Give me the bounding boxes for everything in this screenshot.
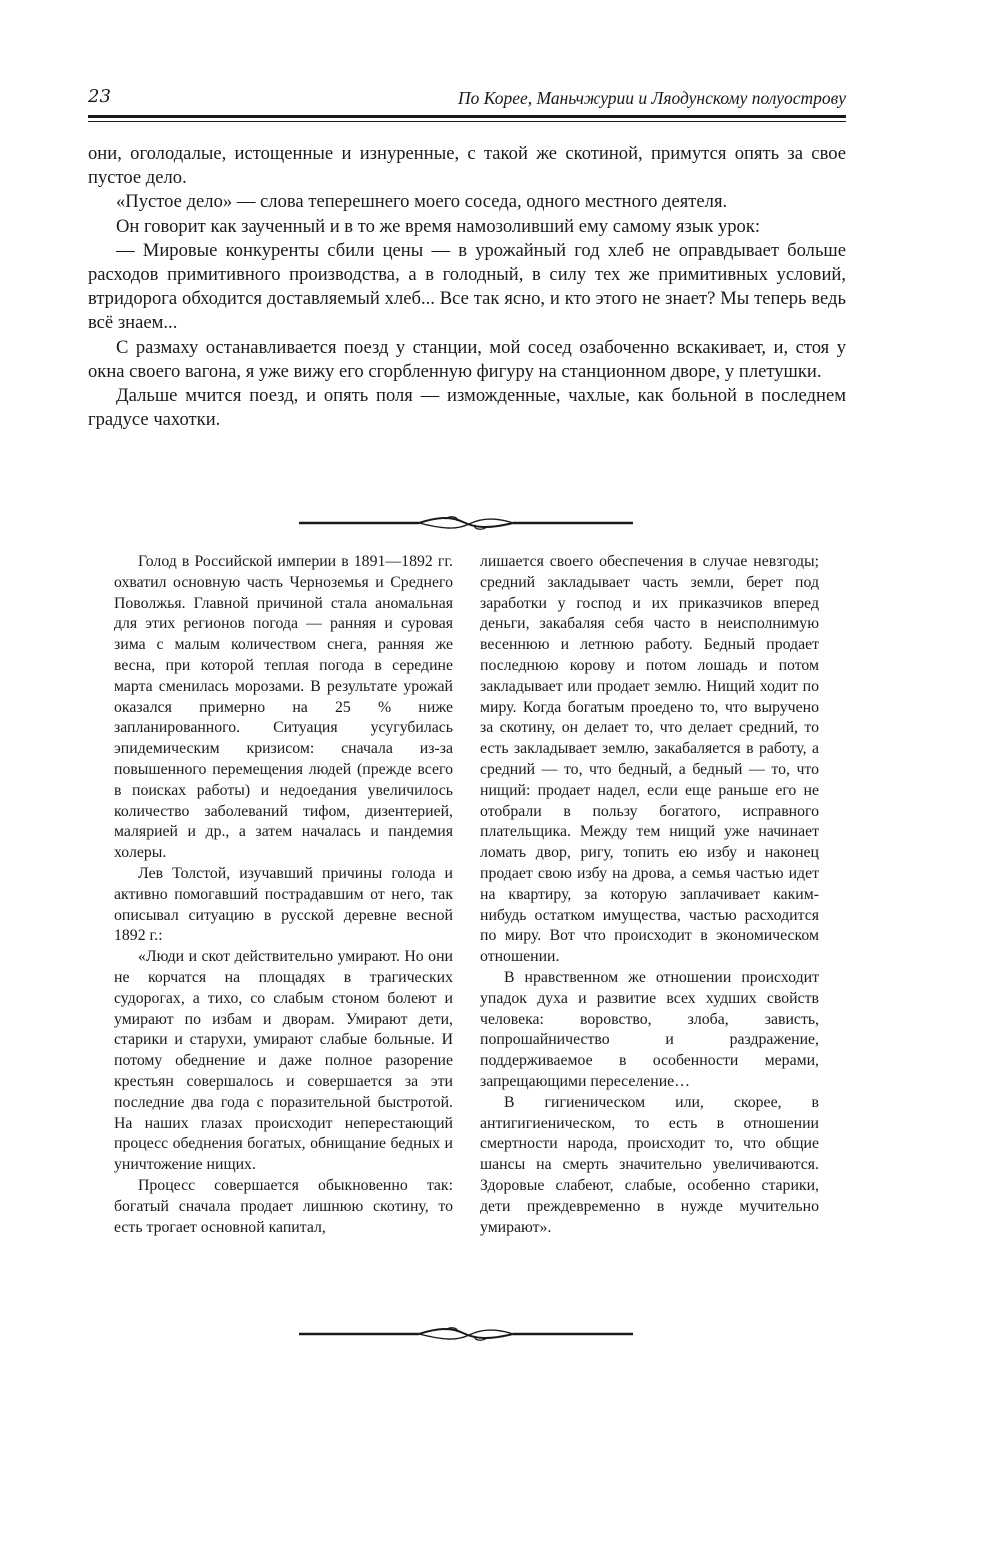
header-rule-thin [88,121,846,122]
flourish-ornament-icon [299,1324,633,1344]
sidebar-paragraph: Лев Толстой, изучавший причины голода и активно помогавший пострадавшим от него, так описывал ситуацию в русской деревне весной 1892 г.: [114,864,453,945]
header-rule-thick [88,115,846,118]
ornamental-divider-top [299,513,633,533]
running-title: По Корее, Маньчжурии и Ляодунскому полуострову [458,88,846,108]
sidebar-paragraph: «Люди и скот действительно умирают. Но они не корчатся на площадях в трагических судорогах, а тихо, со слабым стоном болеют и умирают по избам и дворам. Умирают дети, старики и старухи, умирают слабые больные. И потому обеднение и даже полное разорение крестьян совершалось и совершается за эти последние два года с поразительной быстротой. На наших глазах происходит неперестающий процесс обеднения богатых, обнищание бедных и уничтожение нищих. [114,948,453,1174]
sidebar-right-column [480,552,819,1238]
main-paragraph: Он говорит как заученный и в то же время намозоливший ему самому язык урок: [116,215,761,237]
main-paragraph: С размаху останавливается поезд у станции, мой сосед озабоченно вскакивает, и, стоя у окна своего вагона, я уже вижу его сгорбленную фигуру на станционном дворе, у плетушки. [88,336,846,382]
main-paragraph: — Мировые конкуренты сбили цены — в урожайный год хлеб не оправдывает больше расходов примитивного производства, а в голодный, в силу тех же примитивных условий, втридорога обходится доставляемый хлеб... Все так ясно, и кто этого не знает? Мы теперь ведь всё знаем... [88,239,846,334]
sidebar-columns [114,552,820,1312]
sidebar-paragraph: В гигиеническом или, скорее, в антигигиеническом, то есть в отношении смертности народа, происходит то, что общие шансы на смерть значительно увеличиваются. Здоровые слабеют, слабые, особенно старики, дети преждевременно в нужде мучительно умирают». [480,1093,819,1236]
main-paragraph: они, оголодалые, истощенные и изнуренные, с такой же скотиной, примутся опять за свое пустое дело. [88,143,846,189]
sidebar-left-column [114,552,453,1238]
sidebar-paragraph: В нравственном же отношении происходит упадок духа и развитие всех худших свойств человека: воровство, злоба, зависть, попрошайничество и раздражение, поддерживаемое в особенности мерами, запрещающими переселение… [480,968,819,1090]
page-number: 23 [88,86,111,107]
sidebar-paragraph: Процесс совершается обыкновенно так: богатый сначала продает лишнюю скотину, то есть трогает основной капитал, [114,1176,453,1236]
main-text [88,142,846,432]
page-header [88,86,846,112]
ornamental-divider-bottom [299,1324,633,1344]
flourish-ornament-icon [299,513,633,533]
sidebar-paragraph: Голод в Российской империи в 1891—1892 гг. охватил основную часть Черноземья и Среднего Поволжья. Главной причиной стала аномальная для этих регионов погода — ранняя и суровая зима с малым количеством снега, ранняя же весна, при которой теплая погода в середине марта сменилась морозами. В результате урожай оказался примерно на 25 % ниже запланированного. Ситуация усугубилась эпидемическим кризисом: сначала из-за повышенного перемещения людей (прежде всего в поисках работы) и недоедания увеличилось количество заболеваний тифом, дизентерией, малярией и др., а затем началась и пандемия холеры. [114,553,453,862]
sidebar-paragraph: лишается своего обеспечения в случае невзгоды; средний закладывает часть земли, берет под заработки у господ и их приказчиков вперед деньги, закабаляя себя часто в неисполнимую весеннюю и летнюю работу. Бедный продает последнюю корову и потом лошадь и потом закладывает или продает землю. Нищий ходит по миру. Когда богатым проедено то, что выручено за скотину, он делает то, что делает средний, то есть закладывает землю, закабаляется в работу, а средний — то, что бедный, а бедный — то, что нищий: продает надел, если еще раньше его не отобрали в пользу богатого, исправного плательщика. Между тем нищий уже начинает ломать двор, ригу, топить ею избу и наконец продает свою избу на дрова, а семья частью идет на квартиру, за которую заплачивает каким-нибудь остатком имущества, частью расходится по миру. Вот что происходит в экономическом отношении. [480,553,819,966]
main-paragraph: «Пустое дело» — слова теперешнего моего соседа, одного местного деятеля. [116,191,728,213]
main-paragraph: Дальше мчится поезд, и опять поля — изможденные, чахлые, как больной в последнем градусе чахотки. [88,385,846,431]
